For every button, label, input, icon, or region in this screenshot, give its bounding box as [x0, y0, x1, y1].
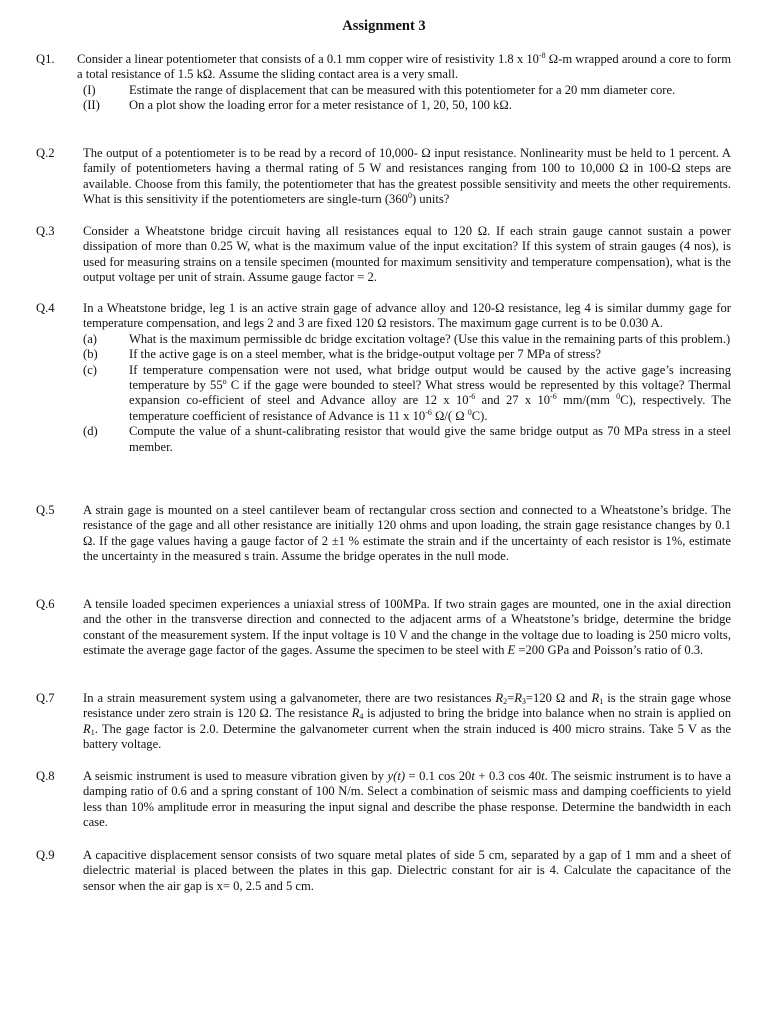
question-text: A tensile loaded specimen experiences a uniaxial stress of 100MPa. If two strain gages are mounted, one in the axial direction and the other in the transverse direction and connected to the adjacent arms of a Wheatstone’s bridge, determine the bridge constant of the measurement system. If the input voltage is 10 V and the change in the voltage due to loading is 250 micro volts, estimate the average gage factor of the gages. Assume the specimen to be steel with E =200 GPa and Poisson’s ratio of 0.3.: [83, 597, 731, 658]
sub-question: (c) If temperature compensation were not used, what bridge output would be caused by the active gage’s increasing temperature by 55$^o$ C if the gage were bounded to steel? What stress would be represented by this voltage? Thermal expansion co-efficient of steel and Advance alloy are 12 x $10^{-6}$ and 27 x $10^{-6}$ mm/(mm $^0$C), respectively. The temperature coefficient of resistance of Advance is 11 x $10^{-6}$ Ω/( Ω $^0$C).: [83, 362, 732, 423]
question-number: Q.4: [36, 301, 55, 315]
sub-question: (d) Compute the value of a shunt-calibrating resistor that would give the same bridge output as 70 MPa stress in a steel member.: [83, 424, 731, 454]
question-text: A seismic instrument is used to measure vibration given by y(t) = 0.1 cos 20t + 0.3 cos 40t. The seismic instrument is to have a damping ratio of 0.6 and a spring constant of 100 N/m. Select a combination of seismic mass and damping coefficients to yield less than 10% amplitude error in measuring the input signal and describe the phase response. Determine the bandwidth in each case.: [83, 769, 731, 830]
question-text: A strain gage is mounted on a steel cantilever beam of rectangular cross section and connected to a Wheatstone’s bridge. The resistance of the gage and all other resistance are initially 120 ohms and upon loading, the strain gage resistance changes by 0.1 Ω. If the gage values having a gauge factor of 2 ±1 % estimate the strain and if the uncertainty of each resistor is 1%, estimate the uncertainty in the measured s train. Assume the bridge operates in the null mode.: [83, 503, 731, 564]
sub-question: (a) What is the maximum permissible dc bridge excitation voltage? (Use this value in the remaining parts of this problem.): [83, 331, 731, 346]
question-number: Q.2: [36, 146, 55, 160]
question-text: In a strain measurement system using a galvanometer, there are two resistances $R_2=R_3=120$ Ω and $R_1$ is the strain gage whose resistance under zero strain is 120 Ω. The resistance $R_4$ is adjusted to bring the bridge into balance when no strain is applied on $R_1$. The gage factor is 2.0. Determine the galvanometer current when the strain induced is 400 micro strains. Take 5 V as the battery voltage.: [83, 691, 732, 752]
question-text: Consider a Wheatstone bridge circuit having all resistances equal to 120 Ω. If each strain gauge cannot sustain a power dissipation of more than 0.25 W, what is the maximum value of the input excitation? If this system of strain gauges (4 nos), is used for measuring strains on a tensile specimen (mounted for maximum sensitivity and temperature compensation), what is the output voltage per unit of strain. Assume gauge factor = 2.: [83, 224, 731, 285]
question-number: Q.8: [36, 769, 55, 783]
question-text: The output of a potentiometer is to be read by a record of 10,000- Ω input resistance. Nonlinearity must be held to 1 percent. A family of potentiometers having a thermal rating of 5 W and resistances ranging from 100 to 10,000 Ω in 100-Ω steps are available. Choose from this family, the potentiometer that has the greatest possible sensitivity and meets the other requirements. What is this sensitivity if the potentiometers are single-turn $(360^0)$ units?: [83, 146, 731, 207]
assignment-title: Assignment 3: [342, 18, 426, 34]
question-number: Q1.: [36, 52, 55, 66]
question-text: A capacitive displacement sensor consists of two square metal plates of side 5 cm, separated by a gap of 1 mm and a sheet of dielectric material is placed between the plates in this gap. Dielectric constant for air is 4. Calculate the capacitance of the sensor when the air gap is x= 0, 2.5 and 5 cm.: [83, 848, 731, 893]
question-number: Q.5: [36, 503, 55, 517]
sub-question: (b) If the active gage is on a steel member, what is the bridge-output voltage per 7 MPa of stress?: [83, 347, 601, 362]
sub-question: (I) Estimate the range of displacement that can be measured with this potentiometer for a 20 mm diameter core.: [83, 82, 676, 97]
question-number: Q.3: [36, 224, 55, 238]
question-text: Consider a linear potentiometer that consists of a 0.1 mm copper wire of resistivity 1.8 x $10^{-8}$ Ω-m wrapped around a core to form a total resistance of 1.5 kΩ. Assume the sliding contact area is a very small.: [77, 51, 731, 82]
question-text: In a Wheatstone bridge, leg 1 is an active strain gage of advance alloy and 120-Ω resistance, leg 4 is similar dummy gage for temperature compensation, and legs 2 and 3 are fixed 120 Ω resistors. The maximum gage current is to be 0.030 A.: [83, 301, 731, 331]
question-number: Q.6: [36, 597, 55, 611]
question-number: Q.7: [36, 691, 55, 705]
sub-question: (II) On a plot show the loading error for a meter resistance of 1, 20, 50, 100 kΩ.: [83, 98, 512, 113]
question-number: Q.9: [36, 848, 55, 862]
